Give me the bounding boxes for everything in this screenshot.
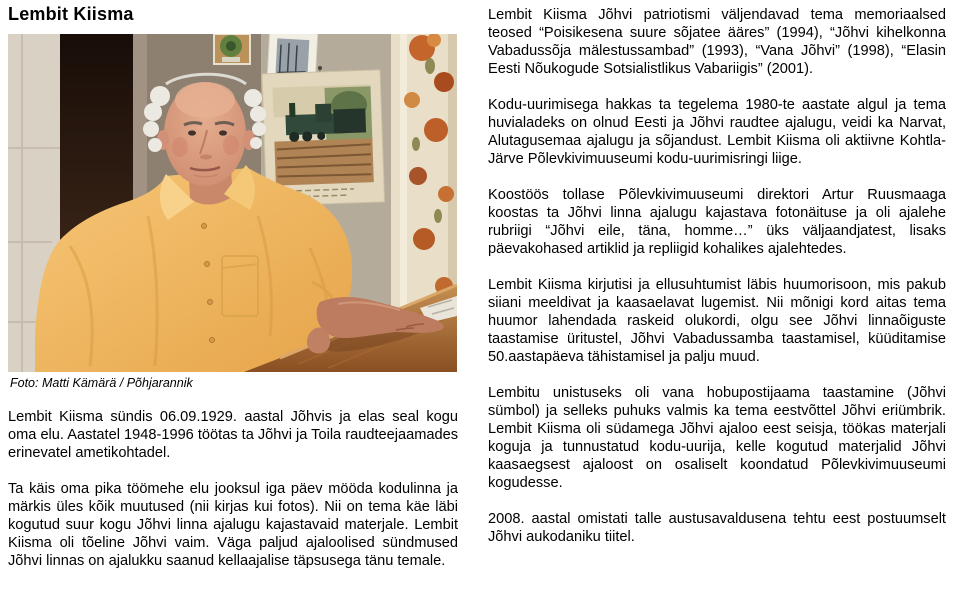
right-column bbox=[488, 0, 946, 588]
page-title: Lembit Kiisma bbox=[8, 4, 134, 24]
wall-plaque bbox=[214, 34, 250, 64]
paragraph-right-1: Lembit Kiisma Jõhvi patriotismi väljendavad tema memoriaalsed teosed “Poisikesena suure sõjatee ääres” (1994), “Jõhvi kihelkonna Vabadussõja mälestussambad” (1993), “Vana Jõhvi” (1998), “Elasin Eesti Nõukogude Sotsialistlikus Vabariigis” (2001). bbox=[488, 7, 946, 77]
portrait-figure bbox=[8, 34, 458, 391]
paragraph-right-2: Kodu-uurimisega hakkas ta tegelema 1980-te aastate algul ja tema huvialadeks on olnud Eesti ja Jõhvi raudtee ajalugu, veidi ka Narvat, Alutagusemaa ajalugu ja sõjandust. Lembit Kiisma oli aktiivne Kohtla-Järve Põlevkivimuuseumi kodu-uurimisringi liige. bbox=[488, 97, 946, 167]
portrait-photo bbox=[8, 34, 457, 372]
paragraph-left-1: Lembit Kiisma sündis 06.09.1929. aastal Jõhvis ja elas seal kogu oma elu. Aastatel 1948-1996 töötas ta Jõhvi ja Toila raudteejaamades erinevatel ametikohtadel. bbox=[8, 409, 459, 461]
paragraph-left-2: Ta käis oma pika töömehe elu jooksul iga päev mööda kodulinna ja märkis üles kõik muutused (nii kirjas kui fotos). Nii on tema käe läbi kogutud suur kogu Jõhvi linna ajalugu kajastavaid materjale. Lembit Kiisma oli tõeline Jõhvi vaim. Väga paljud ajaloolised sündmused Jõhvi linnas on ajalukku saanud kellaajalise täpsusega tänu temale. bbox=[8, 481, 458, 569]
photo-caption: Foto: Matti Kämärä / Põhjarannik bbox=[10, 376, 193, 390]
left-column bbox=[8, 0, 458, 588]
paragraph-right-6: 2008. aastal omistati talle austusavaldusena tehtu eest postuumselt Jõhvi aukodaniku tiitel. bbox=[488, 511, 946, 545]
paragraph-right-3: Koostöös tollase Põlevkivimuuseumi direktori Artur Ruusmaaga koostas ta Jõhvi linna ajalugu kajastava fotonäituse ja oli ajalehe rubriigi “Jõhvi eile, täna, homme…” üks väljaandjatest, lisaks päevakohased artiklid ja repliigid kohalikes ajalehtedes. bbox=[488, 187, 946, 257]
paragraph-right-4: Lembit Kiisma kirjutisi ja ellusuhtumist läbis huumorisoon, mis pakub siiani meeldivat ja kaasaelavat lugemist. Nii mõnigi kord aitas tema huumor lahendada raskeid olukordi, olgu see Jõhvi linnaõiguste taastamise üritustel, Jõhvi Vabadussamba taastamisel, küüditamise 50.aastapäeva tähistamisel ja palju muud. bbox=[488, 277, 946, 365]
paragraph-right-5: Lembitu unistuseks oli vana hobupostijaama taastamine (Jõhvi sümbol) ja selleks puhuks valmis ka tema eestvõttel Jõhvi eriümbrik. Lembit Kiisma oli südamega Jõhvi ajaloo eest seisja, töökas materjali koguja ja tunnustatud kodu-uurija, kelle kogutud materjalid Jõhvi kaasaegsest ajaloost on osaliselt koondatud Põlevkivimuuseumi kogudesse. bbox=[488, 385, 946, 491]
